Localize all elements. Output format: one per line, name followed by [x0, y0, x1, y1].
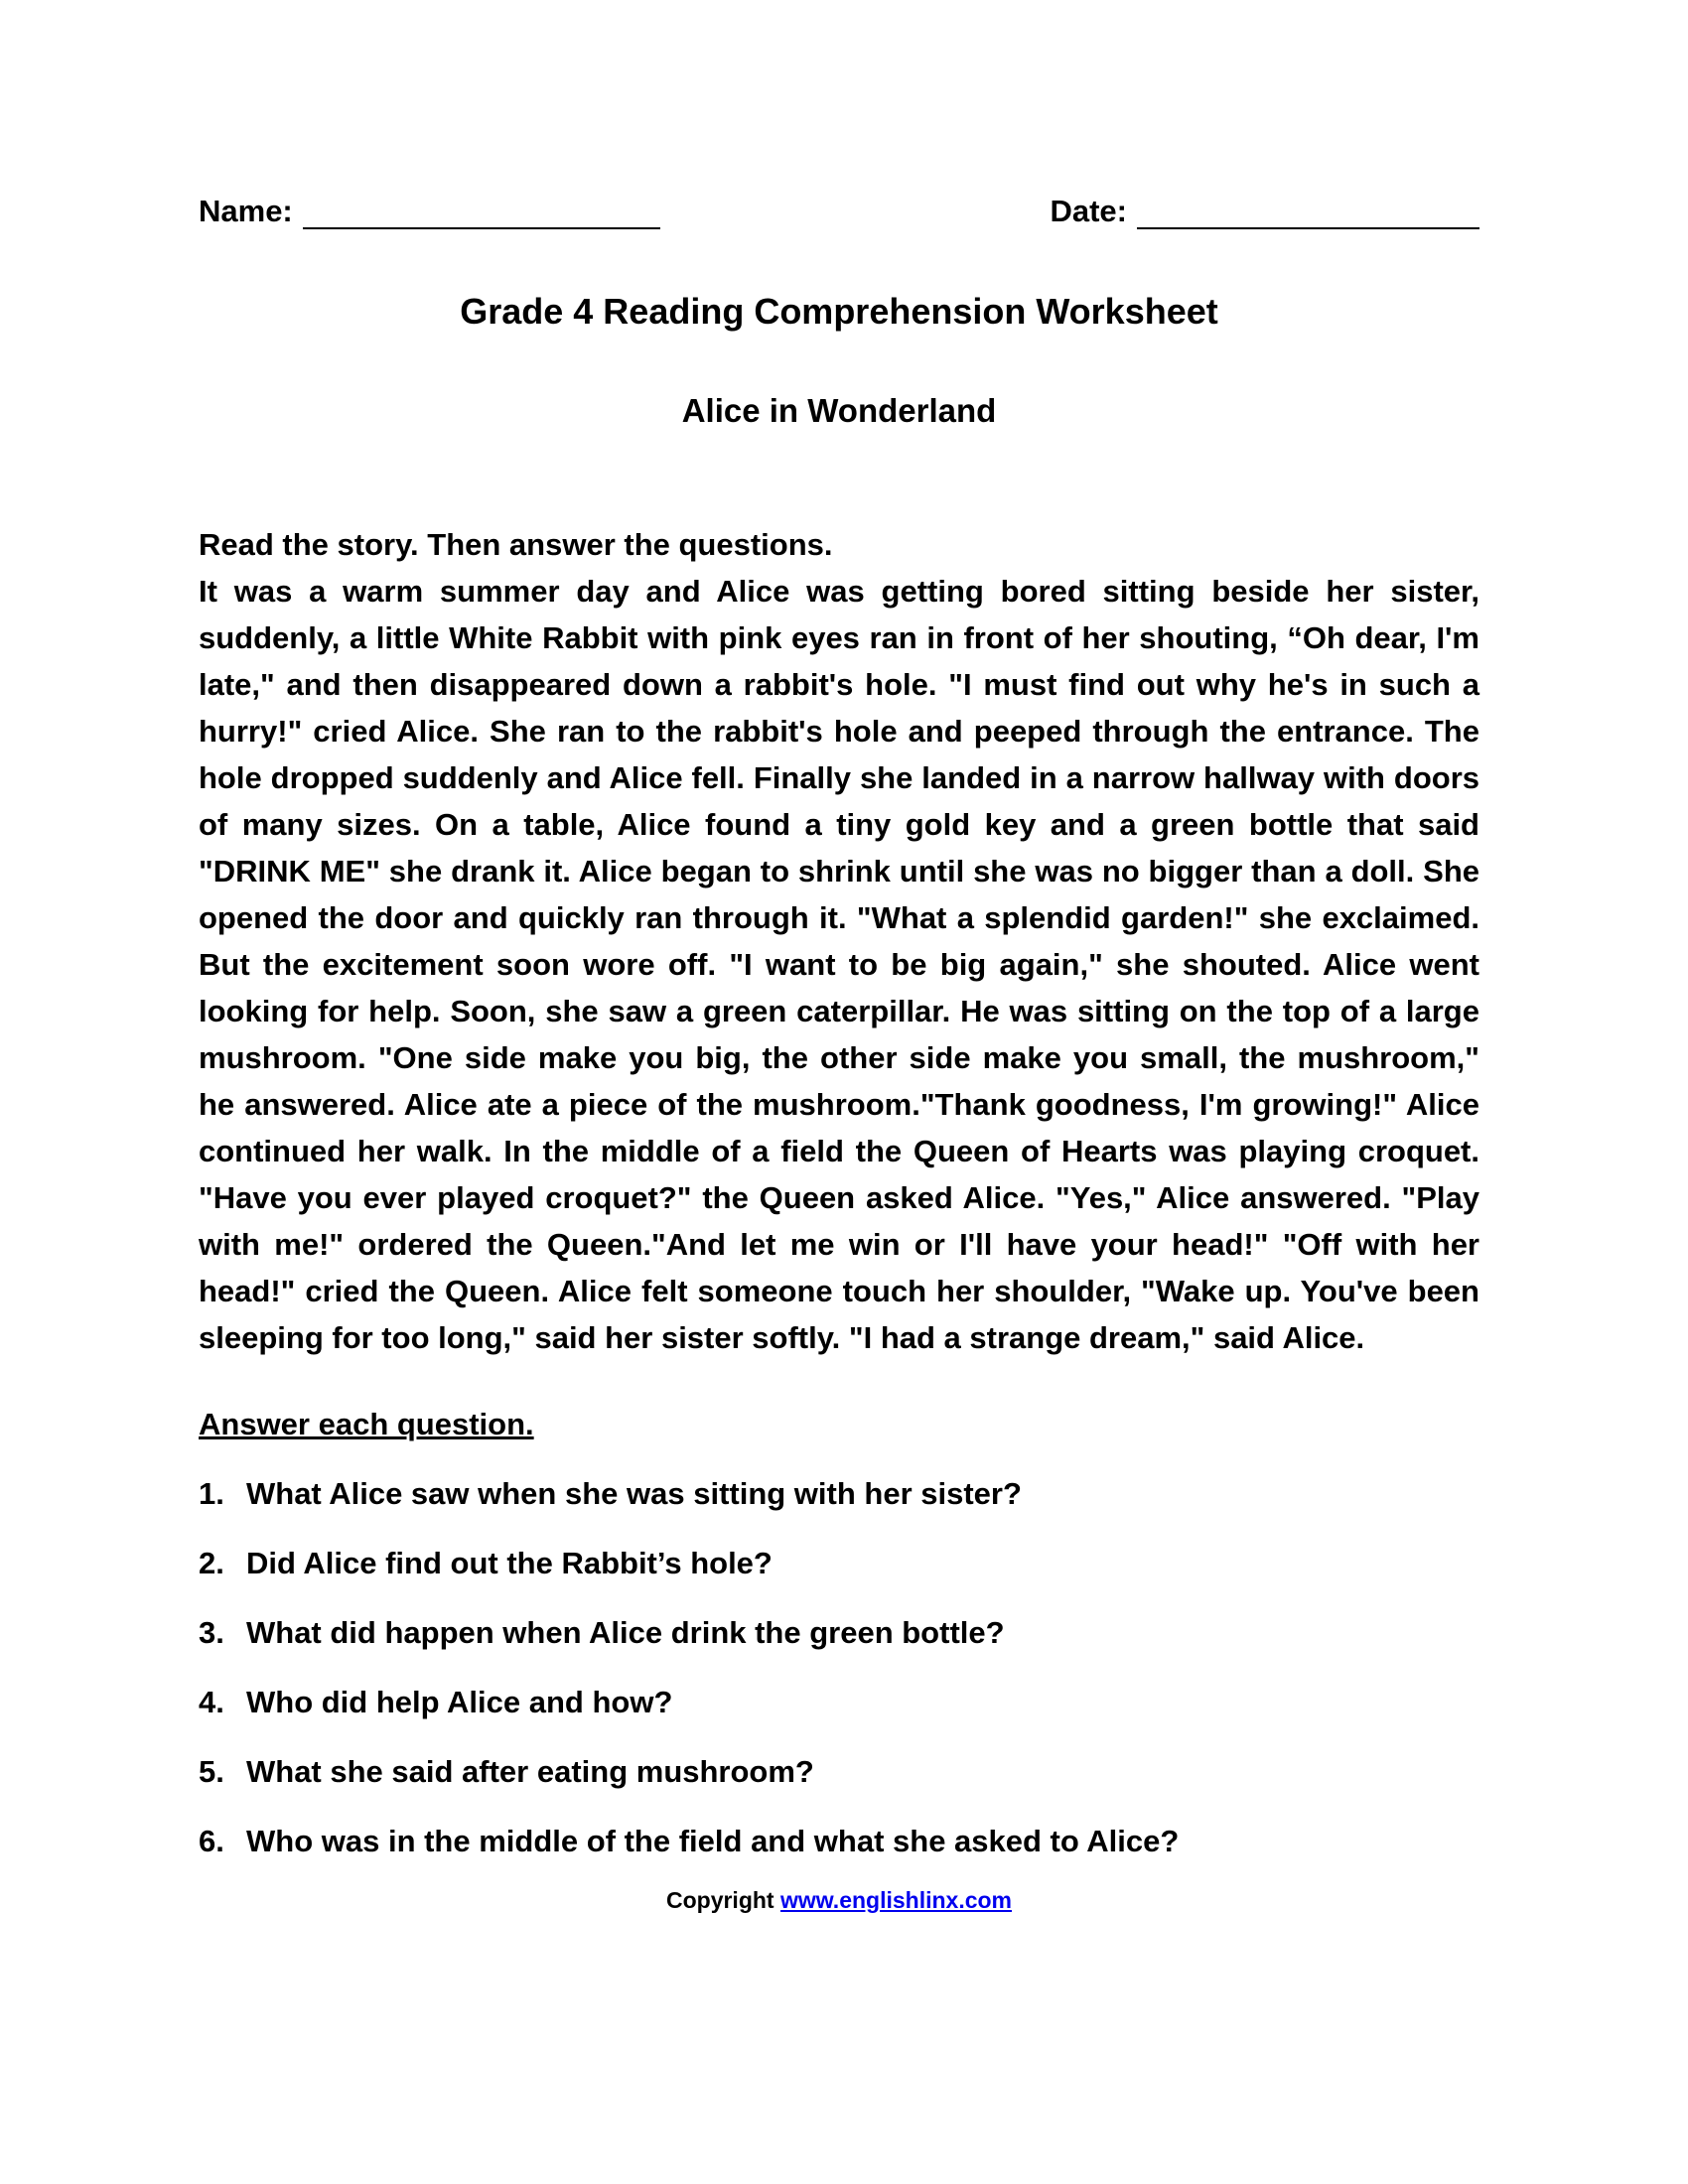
question-number: 2. [199, 1546, 224, 1580]
name-date-row [199, 194, 1479, 229]
question-text: Who did help Alice and how? [246, 1685, 673, 1719]
date-write-line [1137, 196, 1479, 229]
question-text: Did Alice find out the Rabbit’s hole? [246, 1546, 773, 1580]
copyright-label: Copyright [665, 1887, 774, 1913]
story-text: It was a warm summer day and Alice was getting bored sitting beside her sister, suddenly, a little White Rabbit with pink eyes ran in front of her shouting, “Oh dear, I'm late," and then disappeared down a rabbit's hole. "I must find out why he's in such a hurry!" cried Alice. She ran to the rabbit's hole and peeped through the entrance. The hole dropped suddenly and Alice fell. Finally she landed in a narrow hallway with doors of many sizes. On a table, Alice found a tiny gold key and a green bottle that said "DRINK ME" she drank it. Alice began to shrink until she was no bigger than a doll. She opened the door and quickly ran through it. "What a splendid garden!" she exclaimed. But the excitement soon wore off. "I want to be big again," she shouted. Alice went looking for help. Soon, she saw a green caterpillar. He was sitting on the top of a large mushroom. "One side make you big, the other side make you small, the mushroom," he answered. Alice ate a piece of the mushroom."Thank goodness, I'm growing!" Alice continued her walk. In the middle of a field the Queen of Hearts was playing croquet. "Have you ever played croquet?" the Queen asked Alice. "Yes," Alice answered. "Play with me!" ordered the Queen."And let me win or I'll have your head!" "Off with her head!" cried the Queen. Alice felt someone touch her shoulder, "Wake up. You've been sleeping for too long," said her sister softly. "I had a strange dream," said Alice. [199, 574, 1479, 1355]
question-text: What she said after eating mushroom? [246, 1754, 814, 1789]
date-field-group [1050, 194, 1479, 229]
question-text: Who was in the middle of the field and what she asked to Alice? [246, 1824, 1180, 1858]
story-title: Alice in Wonderland [681, 392, 997, 429]
worksheet-title: Grade 4 Reading Comprehension Worksheet [460, 291, 1218, 332]
question-number: 6. [199, 1824, 224, 1858]
question-row-1 [199, 1470, 1479, 1517]
question-row-5 [199, 1748, 1479, 1795]
date-label: Date: [1050, 194, 1127, 228]
englishlinx-link[interactable]: www.englishlinx.com [779, 1887, 1013, 1913]
name-write-line [303, 196, 660, 229]
question-number: 3. [199, 1615, 224, 1650]
question-row-4 [199, 1679, 1479, 1725]
question-number: 1. [199, 1476, 224, 1511]
instructions-text: Read the story. Then answer the questions. [199, 527, 833, 562]
copyright-footer [199, 1887, 1479, 1914]
question-row-2 [199, 1540, 1479, 1586]
question-text: What did happen when Alice drink the green bottle? [246, 1615, 1005, 1650]
question-number: 5. [199, 1754, 224, 1789]
question-text: What Alice saw when she was sitting with her sister? [246, 1476, 1022, 1511]
answer-questions-heading: Answer each question. [199, 1407, 534, 1441]
name-label: Name: [199, 194, 293, 228]
worksheet-page [199, 194, 1479, 1914]
question-row-3 [199, 1609, 1479, 1656]
question-number: 4. [199, 1685, 224, 1719]
name-field-group [199, 194, 660, 229]
questions-list [199, 1470, 1479, 1864]
question-row-6 [199, 1818, 1479, 1864]
